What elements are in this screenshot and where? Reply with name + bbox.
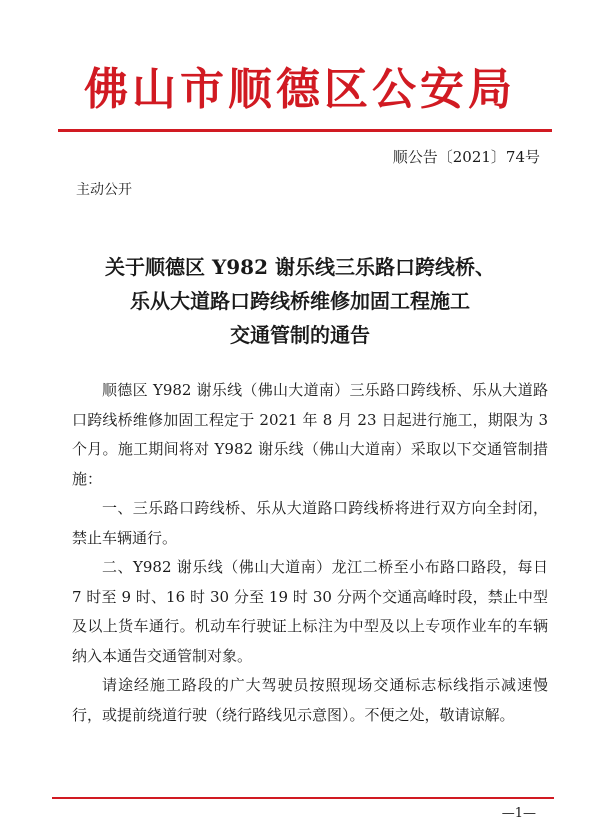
agency-masthead: 佛山市顺德区公安局 — [84, 64, 516, 115]
disclosure-label: 主动公开 — [76, 182, 132, 198]
body-paragraph: 请途经施工路段的广大驾驶员按照现场交通标志标线指示减速慢行，或提前绕道行驶（绕行路线见示意图）。不便之处，敬请谅解。 — [72, 676, 548, 724]
page-number: —1— — [501, 806, 536, 821]
red-header-rule — [58, 129, 552, 132]
red-footer-rule — [52, 797, 554, 799]
notice-title — [60, 250, 540, 352]
title-line: 关于顺德区 Y982 谢乐线三乐路口跨线桥、 — [105, 255, 495, 279]
body-paragraph: 一、三乐路口跨线桥、乐从大道路口跨线桥将进行双方向全封闭，禁止车辆通行。 — [72, 499, 548, 547]
body-paragraph: 二、Y982 谢乐线（佛山大道南）龙江二桥至小布路口路段，每日 7 时至 9 时、16 时 30 分至 19 时 30 分两个交通高峰时段，禁止中型及以上货车通行。机动车行驶证上标注为中型及以上专项作业车的车辆纳入本通告交通管制对象。 — [72, 558, 548, 665]
body-paragraph: 顺德区 Y982 谢乐线（佛山大道南）三乐路口跨线桥、乐从大道路口跨线桥维修加固工程定于 2021 年 8 月 23 日起进行施工，期限为 3 个月。施工期间将对 Y982 谢乐线（佛山大道南）采取以下交通管制措施： — [72, 381, 548, 488]
title-line: 乐从大道路口跨线桥维修加固工程施工 — [130, 289, 470, 313]
title-line: 交通管制的通告 — [230, 323, 370, 347]
document-number: 顺公告〔2021〕74号 — [392, 148, 540, 166]
notice-body — [72, 376, 548, 730]
